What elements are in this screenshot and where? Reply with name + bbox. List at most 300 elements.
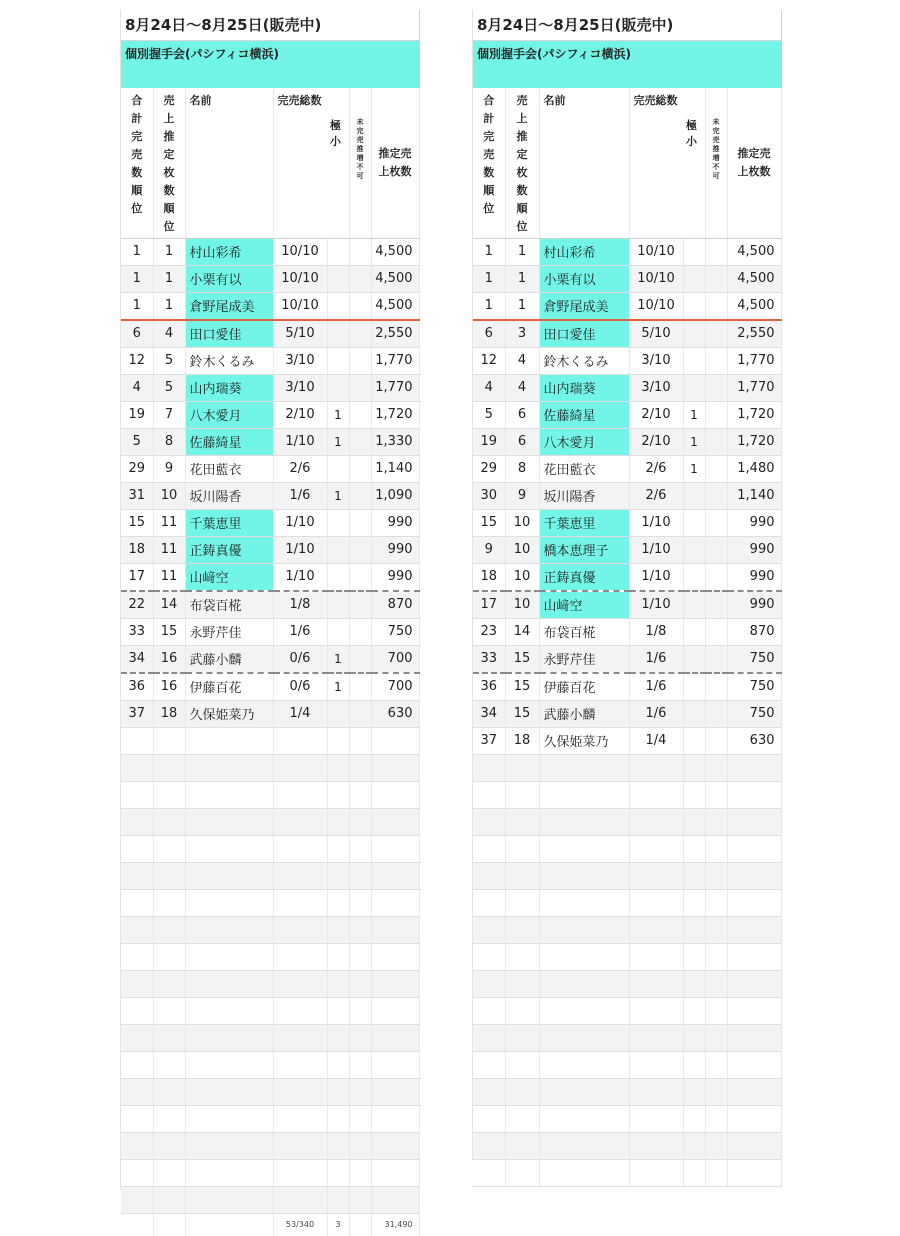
- estimated-sales-cell: 1,770: [727, 347, 781, 374]
- empty-cell: [705, 997, 727, 1024]
- not-sold-cell: [705, 482, 727, 509]
- empty-cell: [121, 727, 153, 754]
- tiny-count-cell: [327, 238, 349, 265]
- empty-cell: [153, 970, 185, 997]
- empty-cell: [683, 1159, 705, 1186]
- sales-rank-cell: 10: [505, 591, 539, 619]
- sold-fraction-cell: 10/10: [629, 292, 683, 320]
- empty-cell: [121, 943, 153, 970]
- tiny-count-cell: 1: [327, 482, 349, 509]
- not-sold-cell: [349, 401, 371, 428]
- member-name-cell: 千葉恵里: [539, 509, 629, 536]
- estimated-sales-cell: 990: [727, 536, 781, 563]
- empty-cell: [349, 916, 371, 943]
- empty-cell: [473, 1024, 505, 1051]
- tiny-count-cell: [327, 591, 349, 619]
- empty-cell: [153, 1213, 185, 1236]
- empty-cell: [273, 781, 327, 808]
- table-row: [473, 727, 781, 754]
- empty-cell: [273, 889, 327, 916]
- empty-row: [473, 1105, 781, 1132]
- empty-cell: [727, 808, 781, 835]
- empty-cell: [153, 916, 185, 943]
- sold-fraction-cell: 1/4: [273, 700, 327, 727]
- empty-cell: [371, 889, 419, 916]
- empty-cell: [273, 808, 327, 835]
- sales-rank-cell: 16: [153, 673, 185, 701]
- estimated-sales-cell: 990: [371, 536, 419, 563]
- estimated-sales-cell: 700: [371, 645, 419, 673]
- sold-fraction-cell: 1/10: [629, 536, 683, 563]
- sold-fraction-cell: 3/10: [629, 374, 683, 401]
- table-row: [473, 536, 781, 563]
- empty-cell: [153, 1024, 185, 1051]
- empty-cell: [121, 916, 153, 943]
- empty-cell: [327, 781, 349, 808]
- empty-cell: [629, 808, 683, 835]
- not-sold-cell: [705, 700, 727, 727]
- sold-fraction-cell: 1/10: [273, 536, 327, 563]
- not-sold-cell: [705, 292, 727, 320]
- empty-row: [473, 970, 781, 997]
- empty-cell: [153, 889, 185, 916]
- sales-sheet-right: [472, 10, 782, 1160]
- empty-cell: [327, 943, 349, 970]
- estimated-sales-cell: 990: [727, 591, 781, 619]
- sales-rank-cell: 1: [505, 265, 539, 292]
- empty-cell: [327, 808, 349, 835]
- empty-row: [121, 916, 419, 943]
- empty-cell: [185, 781, 273, 808]
- empty-row: [473, 916, 781, 943]
- sold-fraction-cell: 2/10: [629, 428, 683, 455]
- table-row: [121, 673, 419, 701]
- member-name-cell: 鈴木くるみ: [185, 347, 273, 374]
- empty-cell: [327, 862, 349, 889]
- empty-cell: [153, 1078, 185, 1105]
- sold-fraction-cell: 1/6: [629, 673, 683, 701]
- header-sales-rank: 売上推定枚数順位: [505, 88, 539, 238]
- empty-cell: [473, 1105, 505, 1132]
- empty-cell: [629, 1051, 683, 1078]
- not-sold-cell: [705, 645, 727, 673]
- event-name: 個別握手会(パシフィコ横浜): [121, 41, 419, 88]
- estimated-sales-cell: 750: [727, 645, 781, 673]
- empty-row: [121, 835, 419, 862]
- total-sold-fraction: 53/340: [273, 1213, 327, 1236]
- tiny-count-cell: [683, 563, 705, 591]
- tiny-count-cell: [683, 536, 705, 563]
- total-rank-cell: 6: [121, 320, 153, 348]
- not-sold-cell: [705, 536, 727, 563]
- tiny-count-cell: [327, 700, 349, 727]
- estimated-sales-cell: 1,720: [727, 401, 781, 428]
- table-row: [121, 320, 419, 348]
- empty-row: [121, 970, 419, 997]
- tiny-count-cell: [683, 265, 705, 292]
- table-row: [473, 292, 781, 320]
- estimated-sales-cell: 1,720: [727, 428, 781, 455]
- table-row: [473, 401, 781, 428]
- empty-cell: [629, 862, 683, 889]
- total-rank-cell: 4: [121, 374, 153, 401]
- member-name-cell: 久保姫菜乃: [539, 727, 629, 754]
- empty-cell: [371, 970, 419, 997]
- empty-cell: [153, 862, 185, 889]
- empty-cell: [683, 754, 705, 781]
- empty-cell: [371, 754, 419, 781]
- empty-cell: [185, 808, 273, 835]
- member-name-cell: 山内瑞葵: [185, 374, 273, 401]
- not-sold-cell: [349, 238, 371, 265]
- empty-cell: [473, 997, 505, 1024]
- total-rank-cell: 1: [121, 238, 153, 265]
- empty-cell: [683, 916, 705, 943]
- empty-cell: [371, 1132, 419, 1159]
- empty-cell: [683, 1024, 705, 1051]
- empty-cell: [539, 1105, 629, 1132]
- empty-cell: [185, 1159, 273, 1186]
- table-row: [121, 591, 419, 619]
- empty-cell: [327, 916, 349, 943]
- sold-fraction-cell: 3/10: [629, 347, 683, 374]
- total-rank-cell: 33: [473, 645, 505, 673]
- empty-row: [121, 1132, 419, 1159]
- sheet-title: 8月24日〜8月25日(販売中): [121, 10, 419, 41]
- sales-table: [473, 88, 782, 1187]
- total-rank-cell: 1: [473, 265, 505, 292]
- estimated-sales-cell: 4,500: [371, 292, 419, 320]
- total-rank-cell: 37: [473, 727, 505, 754]
- table-row: [121, 563, 419, 591]
- empty-cell: [349, 1078, 371, 1105]
- empty-cell: [371, 835, 419, 862]
- empty-cell: [683, 997, 705, 1024]
- empty-cell: [185, 943, 273, 970]
- empty-cell: [273, 727, 327, 754]
- estimated-sales-cell: 1,330: [371, 428, 419, 455]
- sales-rank-cell: 8: [505, 455, 539, 482]
- empty-cell: [327, 835, 349, 862]
- empty-row: [121, 754, 419, 781]
- member-name-cell: 村山彩希: [539, 238, 629, 265]
- empty-cell: [121, 970, 153, 997]
- empty-cell: [349, 1132, 371, 1159]
- header-tiny: 極小: [686, 119, 697, 148]
- not-sold-cell: [705, 509, 727, 536]
- table-row: [121, 347, 419, 374]
- empty-cell: [727, 862, 781, 889]
- empty-cell: [505, 862, 539, 889]
- sold-fraction-cell: 1/10: [629, 563, 683, 591]
- sold-fraction-cell: 2/6: [629, 455, 683, 482]
- empty-cell: [153, 1159, 185, 1186]
- not-sold-cell: [349, 292, 371, 320]
- empty-cell: [539, 781, 629, 808]
- member-name-cell: 山﨑空: [185, 563, 273, 591]
- empty-row: [121, 862, 419, 889]
- sales-rank-cell: 15: [505, 700, 539, 727]
- table-row: [121, 455, 419, 482]
- empty-cell: [683, 862, 705, 889]
- sold-fraction-cell: 5/10: [629, 320, 683, 348]
- total-rank-cell: 4: [473, 374, 505, 401]
- empty-cell: [539, 1051, 629, 1078]
- total-rank-cell: 6: [473, 320, 505, 348]
- empty-cell: [273, 754, 327, 781]
- table-row: [473, 238, 781, 265]
- total-rank-cell: 5: [473, 401, 505, 428]
- estimated-sales-cell: 750: [727, 673, 781, 701]
- empty-cell: [629, 970, 683, 997]
- empty-cell: [327, 1051, 349, 1078]
- empty-cell: [505, 781, 539, 808]
- sales-rank-cell: 1: [505, 292, 539, 320]
- empty-row: [121, 997, 419, 1024]
- empty-cell: [153, 754, 185, 781]
- empty-cell: [349, 1024, 371, 1051]
- member-name-cell: 永野芹佳: [539, 645, 629, 673]
- member-name-cell: 久保姫菜乃: [185, 700, 273, 727]
- empty-cell: [473, 916, 505, 943]
- empty-cell: [349, 862, 371, 889]
- total-rank-cell: 19: [121, 401, 153, 428]
- not-sold-cell: [705, 563, 727, 591]
- empty-cell: [121, 997, 153, 1024]
- sold-fraction-cell: 1/10: [273, 428, 327, 455]
- total-rank-cell: 12: [121, 347, 153, 374]
- header-row: [121, 88, 419, 238]
- not-sold-cell: [705, 591, 727, 619]
- empty-cell: [185, 862, 273, 889]
- empty-cell: [185, 970, 273, 997]
- member-name-cell: 倉野尾成美: [185, 292, 273, 320]
- empty-cell: [505, 916, 539, 943]
- empty-cell: [505, 808, 539, 835]
- tiny-count-cell: [683, 320, 705, 348]
- header-tiny: 極小: [330, 119, 341, 148]
- empty-cell: [371, 1078, 419, 1105]
- empty-cell: [727, 781, 781, 808]
- sold-fraction-cell: 0/6: [273, 673, 327, 701]
- empty-cell: [539, 1159, 629, 1186]
- estimated-sales-cell: 870: [371, 591, 419, 619]
- empty-row: [121, 1159, 419, 1186]
- sold-fraction-cell: 10/10: [273, 292, 327, 320]
- sales-rank-cell: 1: [153, 238, 185, 265]
- total-rank-cell: 29: [473, 455, 505, 482]
- tiny-count-cell: 1: [683, 401, 705, 428]
- estimated-sales-cell: 630: [371, 700, 419, 727]
- estimated-sales-cell: 1,140: [371, 455, 419, 482]
- not-sold-cell: [349, 536, 371, 563]
- empty-cell: [629, 1159, 683, 1186]
- total-rank-cell: 37: [121, 700, 153, 727]
- empty-cell: [727, 1132, 781, 1159]
- estimated-sales-cell: 870: [727, 618, 781, 645]
- sales-rank-cell: 4: [153, 320, 185, 348]
- not-sold-cell: [349, 645, 371, 673]
- sales-rank-cell: 15: [153, 618, 185, 645]
- tiny-count-cell: [683, 347, 705, 374]
- empty-cell: [539, 997, 629, 1024]
- sales-rank-cell: 11: [153, 563, 185, 591]
- empty-cell: [185, 835, 273, 862]
- not-sold-cell: [705, 238, 727, 265]
- empty-cell: [185, 727, 273, 754]
- tiny-count-cell: [683, 509, 705, 536]
- table-row: [473, 455, 781, 482]
- not-sold-cell: [349, 700, 371, 727]
- empty-cell: [371, 808, 419, 835]
- empty-cell: [349, 1105, 371, 1132]
- empty-cell: [629, 889, 683, 916]
- empty-cell: [629, 835, 683, 862]
- empty-cell: [327, 1159, 349, 1186]
- total-rank-cell: 1: [121, 292, 153, 320]
- table-row: [121, 374, 419, 401]
- empty-cell: [629, 1078, 683, 1105]
- member-name-cell: 鈴木くるみ: [539, 347, 629, 374]
- empty-cell: [349, 727, 371, 754]
- sold-fraction-cell: 3/10: [273, 374, 327, 401]
- estimated-sales-cell: 750: [371, 618, 419, 645]
- table-row: [121, 292, 419, 320]
- empty-cell: [371, 781, 419, 808]
- member-name-cell: 正鋳真優: [185, 536, 273, 563]
- empty-cell: [371, 916, 419, 943]
- sales-rank-cell: 9: [505, 482, 539, 509]
- empty-cell: [273, 862, 327, 889]
- empty-cell: [153, 808, 185, 835]
- empty-cell: [629, 781, 683, 808]
- sales-rank-cell: 10: [505, 563, 539, 591]
- empty-cell: [273, 997, 327, 1024]
- sales-rank-cell: 7: [153, 401, 185, 428]
- not-sold-cell: [349, 618, 371, 645]
- estimated-sales-cell: 1,770: [371, 347, 419, 374]
- tiny-count-cell: [327, 292, 349, 320]
- empty-cell: [473, 862, 505, 889]
- empty-cell: [327, 970, 349, 997]
- empty-cell: [121, 754, 153, 781]
- empty-row: [473, 889, 781, 916]
- member-name-cell: 伊藤百花: [185, 673, 273, 701]
- sold-fraction-cell: 1/4: [629, 727, 683, 754]
- empty-cell: [185, 889, 273, 916]
- table-row: [473, 618, 781, 645]
- empty-cell: [349, 835, 371, 862]
- tiny-count-cell: 1: [683, 455, 705, 482]
- empty-cell: [505, 943, 539, 970]
- empty-row: [473, 754, 781, 781]
- empty-cell: [185, 1078, 273, 1105]
- sold-fraction-cell: 0/6: [273, 645, 327, 673]
- estimated-sales-cell: 990: [371, 563, 419, 591]
- total-rank-cell: 5: [121, 428, 153, 455]
- estimated-sales-cell: 1,720: [371, 401, 419, 428]
- sales-rank-cell: 4: [505, 374, 539, 401]
- empty-cell: [349, 943, 371, 970]
- sales-rank-cell: 10: [153, 482, 185, 509]
- estimated-sales-cell: 990: [727, 563, 781, 591]
- empty-row: [473, 1132, 781, 1159]
- empty-cell: [683, 970, 705, 997]
- table-row: [121, 645, 419, 673]
- empty-cell: [705, 1132, 727, 1159]
- header-estimated-sales: 推定売上枚数: [371, 88, 419, 238]
- empty-cell: [473, 754, 505, 781]
- tiny-count-cell: [683, 673, 705, 701]
- table-row: [473, 428, 781, 455]
- tiny-count-cell: 1: [327, 673, 349, 701]
- not-sold-cell: [705, 455, 727, 482]
- empty-cell: [629, 1132, 683, 1159]
- empty-cell: [727, 1159, 781, 1186]
- sales-rank-cell: 15: [505, 673, 539, 701]
- header-sold-total: 完売総数 極小: [629, 88, 705, 238]
- total-rank-cell: 30: [473, 482, 505, 509]
- total-rank-cell: 23: [473, 618, 505, 645]
- header-not-sold: 未完売推増不可: [349, 88, 371, 238]
- empty-cell: [473, 970, 505, 997]
- table-row: [473, 591, 781, 619]
- empty-cell: [121, 1132, 153, 1159]
- member-name-cell: 小栗有以: [185, 265, 273, 292]
- estimated-sales-cell: 990: [727, 509, 781, 536]
- sales-rank-cell: 8: [153, 428, 185, 455]
- table-row: [473, 645, 781, 673]
- tiny-count-cell: 1: [327, 645, 349, 673]
- empty-cell: [505, 1051, 539, 1078]
- empty-cell: [273, 916, 327, 943]
- table-row: [121, 618, 419, 645]
- member-name-cell: 小栗有以: [539, 265, 629, 292]
- table-row: [473, 700, 781, 727]
- empty-cell: [273, 1159, 327, 1186]
- empty-cell: [185, 754, 273, 781]
- header-name: 名前: [185, 88, 273, 238]
- member-name-cell: 佐藤綺星: [185, 428, 273, 455]
- total-rank-cell: 22: [121, 591, 153, 619]
- empty-cell: [473, 1132, 505, 1159]
- empty-row: [121, 781, 419, 808]
- estimated-sales-cell: 1,090: [371, 482, 419, 509]
- tiny-count-cell: [683, 238, 705, 265]
- sold-fraction-cell: 2/6: [629, 482, 683, 509]
- empty-cell: [327, 1024, 349, 1051]
- table-row: [121, 509, 419, 536]
- empty-cell: [705, 808, 727, 835]
- empty-cell: [539, 1132, 629, 1159]
- sales-rank-cell: 15: [505, 645, 539, 673]
- empty-cell: [185, 1132, 273, 1159]
- sales-rank-cell: 1: [505, 238, 539, 265]
- tiny-count-cell: [683, 700, 705, 727]
- estimated-sales-cell: 2,550: [727, 320, 781, 348]
- not-sold-cell: [705, 320, 727, 348]
- table-row: [121, 401, 419, 428]
- header-total-rank: 合計完売数順位: [121, 88, 153, 238]
- empty-cell: [505, 1078, 539, 1105]
- empty-cell: [185, 1051, 273, 1078]
- estimated-sales-cell: 4,500: [727, 292, 781, 320]
- estimated-sales-cell: 4,500: [727, 265, 781, 292]
- sales-rank-cell: 6: [505, 428, 539, 455]
- table-row: [121, 238, 419, 265]
- tiny-count-cell: [327, 374, 349, 401]
- empty-cell: [683, 1051, 705, 1078]
